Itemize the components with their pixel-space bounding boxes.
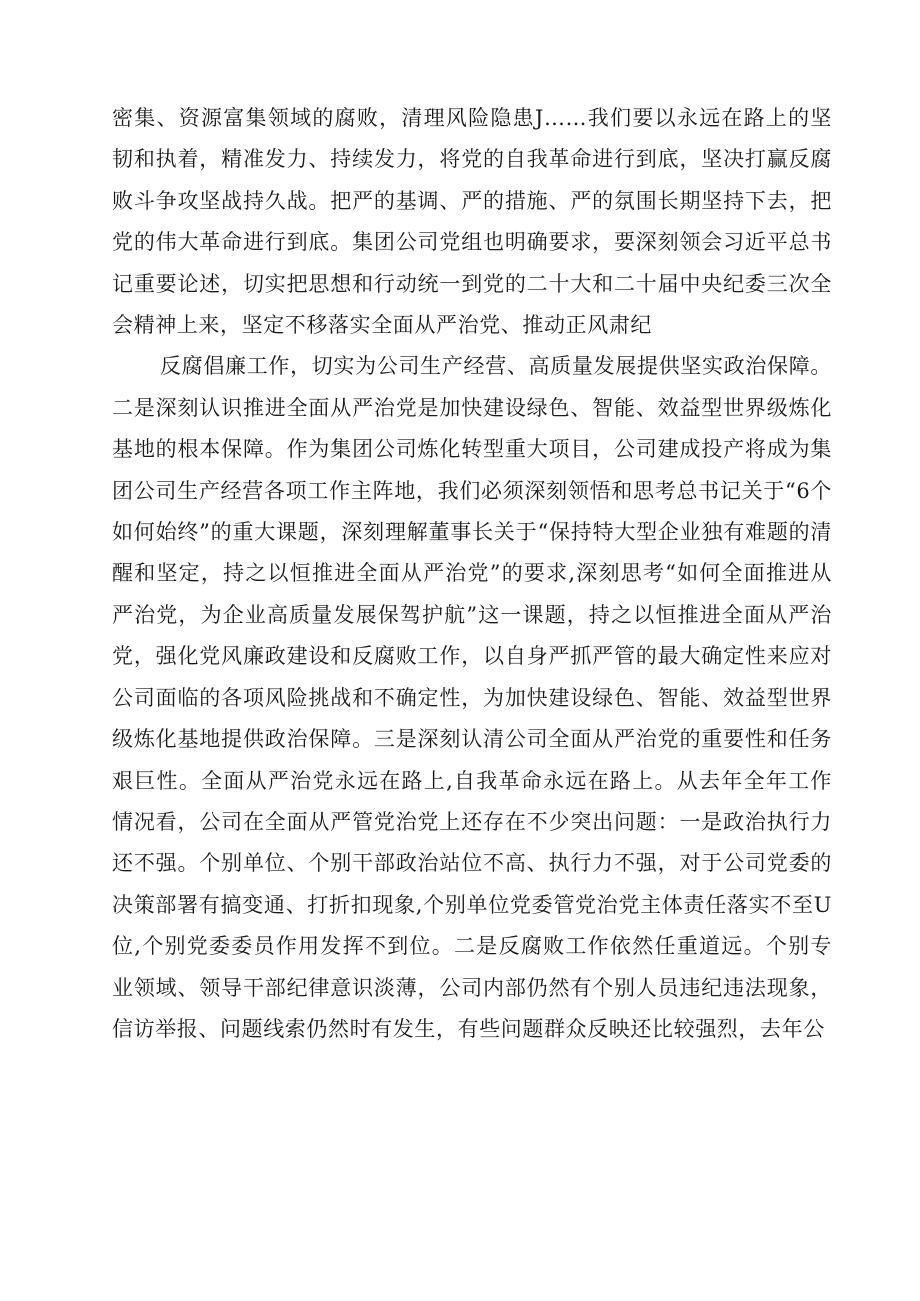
paragraph-1: 密集、资源富集领域的腐败，清理风险隐患J……我们要以永远在路上的坚韧和执着，精准发力、持续发力，将党的自我革命进行到底，坚决打赢反腐败斗争攻坚战持久战。把严的基调、严的措施、严的氛围长期坚持下去，把党的伟大革命进行到底。集团公司党组也明确要求，要深刻领会习近平总书记重要论述，切实把思想和行动统一到党的二十大和二十届中央纪委三次全会精神上来，坚定不移落实全面从严治党、推动正风肃纪 [112, 106, 832, 338]
paragraph-2: 反腐倡廉工作，切实为公司生产经营、高质量发展提供坚实政治保障。二是深刻认识推进全面从严治党是加快建设绿色、智能、效益型世界级炼化基地的根本保障。作为集团公司炼化转型重大项目，公司建成投产将成为集团公司生产经营各项工作主阵地，我们必须深刻领悟和思考总书记关于“6个如何始终”的重大课题，深刻理解董事长关于“保持特大型企业独有难题的清醒和坚定，持之以恒推进全面从严治党”的要求,深刻思考“如何全面推进从严治党，为企业高质量发展保驾护航”这一课题，持之以恒推进全面从严治党，强化党风廉政建设和反腐败工作，以自身严抓严管的最大确定性来应对公司面临的各项风险挑战和不确定性，为加快建设绿色、智能、效益型世界级炼化基地提供政治保障。三是深刻认清公司全面从严治党的重要性和任务艰巨性。全面从严治党永远在路上,自我革命永远在路上。从去年全年工作情况看，公司在全面从严管党治党上还存在不少突出问题：一是政治执行力还不强。个别单位、个别干部政治站位不高、执行力不强，对于公司党委的决策部署有搞变通、打折扣现象,个别单位党委管党治党主体责任落实不至U位,个别党委委员作用发挥不到位。二是反腐败工作依然任重道远。个别专业领域、领导干部纪律意识淡薄，公司内部仍然有个别人员违纪违法现象，信访举报、问题线索仍然时有发生，有些问题群众反映还比较强烈，去年公 [112, 354, 832, 1041]
document-body [112, 98, 832, 1050]
